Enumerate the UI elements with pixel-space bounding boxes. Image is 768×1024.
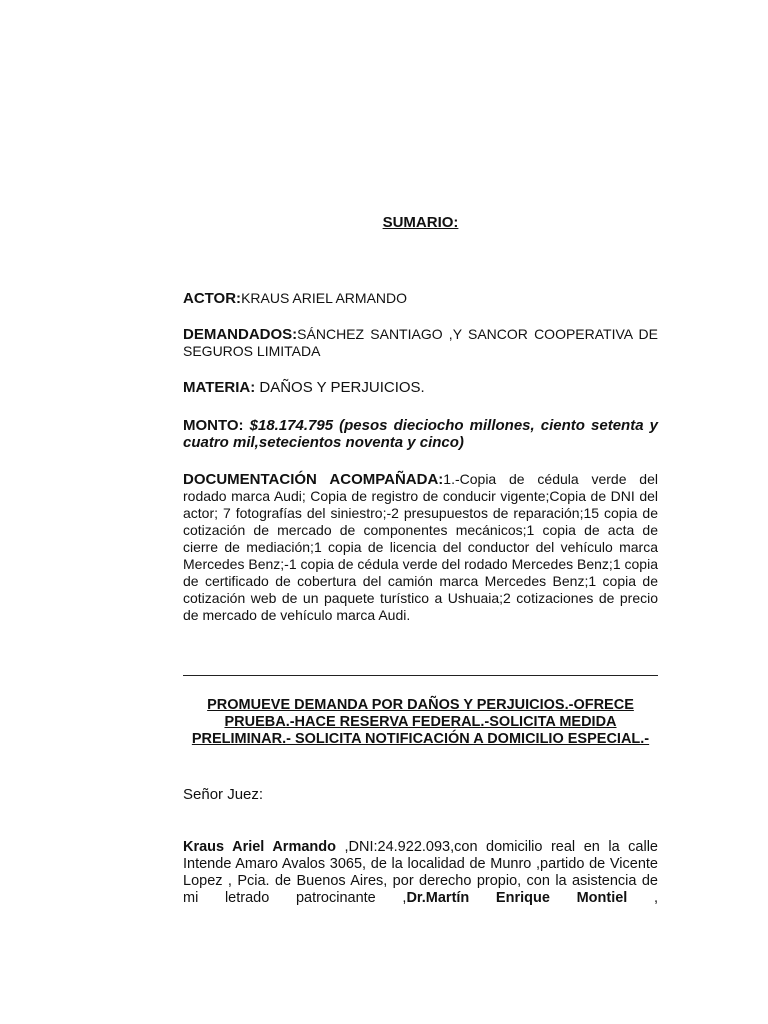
body-paragraph bbox=[183, 839, 658, 907]
lawyer-name: Dr.Martín Enrique Montiel bbox=[406, 890, 628, 906]
documentacion-label: DOCUMENTACIÓN ACOMPAÑADA: bbox=[183, 471, 444, 488]
salutation: Señor Juez: bbox=[183, 786, 264, 803]
monto-value: $18.174.795 (pesos dieciocho millones, ciento setenta y cuatro mil,setecientos noventa y cinco) bbox=[183, 417, 658, 451]
body-tail: , bbox=[627, 890, 658, 906]
materia-field bbox=[183, 379, 658, 396]
materia-label: MATERIA: bbox=[183, 379, 256, 396]
plaintiff-details: ,DNI:24.922.093,con domicilio real en la calle Intende Amaro Avalos 3065, de la localidad de Munro ,partido de Vicente Lopez , Pcia. de Buenos Aires, por derecho propio, con la asistencia de mi letrado patrocinante , bbox=[183, 839, 658, 906]
plaintiff-name: Kraus Ariel Armando bbox=[183, 839, 336, 855]
demandados-value: SÁNCHEZ SANTIAGO ,Y SANCOR COOPERATIVA DE SEGUROS LIMITADA bbox=[183, 326, 658, 359]
demandados-field bbox=[183, 326, 658, 360]
separator-line bbox=[183, 675, 658, 676]
sumario-title: SUMARIO: bbox=[382, 214, 459, 231]
monto-label: MONTO: bbox=[183, 417, 244, 434]
monto-field bbox=[183, 417, 658, 451]
actor-value: KRAUS ARIEL ARMANDO bbox=[241, 290, 408, 306]
materia-value: DAÑOS Y PERJUICIOS. bbox=[255, 379, 425, 396]
documentacion-field bbox=[183, 471, 658, 624]
documentacion-value: 1.-Copia de cédula verde del rodado marca Audi; Copia de registro de conducir vigente;Copia de DNI del actor; 7 fotografías del siniestro;-2 presupuestos de reparación;15 copia de cotización de mercado de componentes mecánicos;1 copia de acta de cierre de mediación;1 copia de licencia del conductor del vehículo marca Mercedes Benz;-1 copia de cédula verde del rodado Mercedes Benz;1 copia de certificado de cobertura del camión marca Mercedes Benz;1 copia de cotización web de un paquete turístico a Ushuaia;2 cotizaciones de precio de mercado de vehículo marca Audi. bbox=[183, 471, 658, 623]
actor-field bbox=[183, 290, 658, 307]
actor-label: ACTOR: bbox=[183, 290, 242, 307]
demandados-label: DEMANDADOS: bbox=[183, 326, 298, 343]
document-heading: PROMUEVE DEMANDA POR DAÑOS Y PERJUICIOS.-OFRECE PRUEBA.-HACE RESERVA FEDERAL.-SOLICITA MEDIDA PRELIMINAR.- SOLICITA NOTIFICACIÓN A DOMICILIO ESPECIAL.- bbox=[191, 697, 650, 747]
